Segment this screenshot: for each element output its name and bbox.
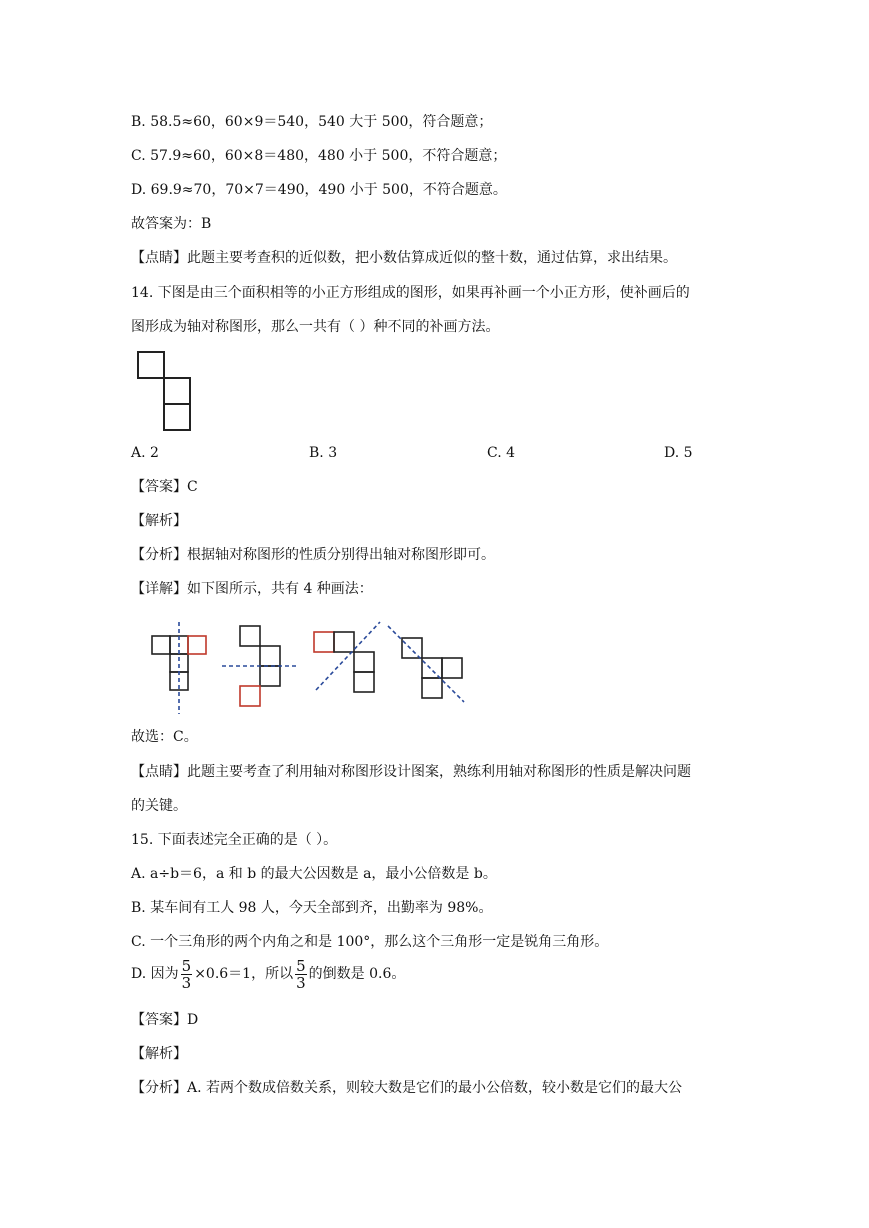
q15-d-suffix: 的倒数是 0.6。: [308, 966, 406, 982]
fraction-numerator: 5: [181, 956, 192, 975]
q15-option-a: A. a÷b＝6，a 和 b 的最大公因数是 a，最小公倍数是 b。: [131, 866, 497, 882]
q14-detail: 【详解】如下图所示，共有 4 种画法：: [131, 581, 373, 597]
d-option-analysis: D. 69.9≈70，70×7＝490，490 小于 500，不符合题意。: [131, 182, 507, 198]
q15-stem: 15. 下面表述完全正确的是（ ）。: [131, 832, 338, 848]
q14-option-a: A. 2: [131, 445, 159, 461]
q14-analysis: 【分析】根据轴对称图形的性质分别得出轴对称图形即可。: [131, 547, 495, 563]
q15-option-c: C. 一个三角形的两个内角之和是 100°，那么这个三角形一定是锐角三角形。: [131, 934, 609, 950]
q15-d-prefix: D. 因为: [131, 966, 179, 982]
q14-stem-line-2: 图形成为轴对称图形，那么一共有（ ）种不同的补画方法。: [131, 319, 500, 335]
figure-square-bottom: [164, 404, 190, 430]
c-option-analysis: C. 57.9≈60，60×8＝480，480 小于 500，不符合题意；: [131, 148, 507, 164]
q15-jiexi: 【解析】: [131, 1046, 187, 1062]
q14-choice: 故选：C。: [131, 729, 198, 745]
figure-square-middle: [164, 378, 190, 404]
q15-d-mid: ×0.6＝1，所以: [194, 966, 294, 982]
q14-stem-line-1: 14. 下图是由三个面积相等的小正方形组成的图形，如果再补画一个小正方形，使补画后的: [131, 285, 690, 301]
q13-comment: 【点睛】此题主要考查积的近似数，把小数估算成近似的整十数，通过估算，求出结果。: [131, 250, 677, 266]
q13-answer-line: 故答案为：B: [131, 216, 212, 232]
fraction-five-thirds: [181, 958, 193, 991]
q14-answer: 【答案】C: [131, 479, 198, 495]
q15-option-d: [131, 956, 405, 992]
q15-analysis: 【分析】A. 若两个数成倍数关系，则较大数是它们的最小公倍数，较小数是它们的最大公: [131, 1080, 683, 1096]
fraction-denominator-2: 3: [296, 973, 306, 992]
q14-comment-line-2: 的关键。: [131, 798, 187, 814]
q14-option-c: C. 4: [487, 445, 516, 461]
fraction-denominator: 3: [181, 973, 192, 992]
q14-jiexi: 【解析】: [131, 513, 187, 529]
b-option-analysis: B. 58.5≈60，60×9＝540，540 大于 500，符合题意；: [131, 114, 493, 130]
solution-3: [314, 622, 380, 692]
q15-option-b: B. 某车间有工人 98 人，今天全部到齐，出勤率为 98%。: [131, 900, 493, 916]
q14-comment-line-1: 【点睛】此题主要考查了利用轴对称图形设计图案，熟练利用轴对称图形的性质是解决问题: [131, 764, 691, 780]
fraction-numerator-2: 5: [296, 956, 306, 975]
q14-figure: [136, 350, 196, 434]
q14-option-b: B. 3: [309, 445, 338, 461]
solution-4: [388, 626, 464, 702]
fraction-five-thirds-2: [295, 958, 307, 991]
q14-solutions-figure: [148, 618, 468, 718]
solution-1: [152, 622, 206, 714]
figure-square-top: [138, 352, 164, 378]
q15-answer: 【答案】D: [131, 1012, 199, 1028]
solution-2: [222, 626, 296, 706]
q14-option-d: D. 5: [664, 445, 693, 461]
